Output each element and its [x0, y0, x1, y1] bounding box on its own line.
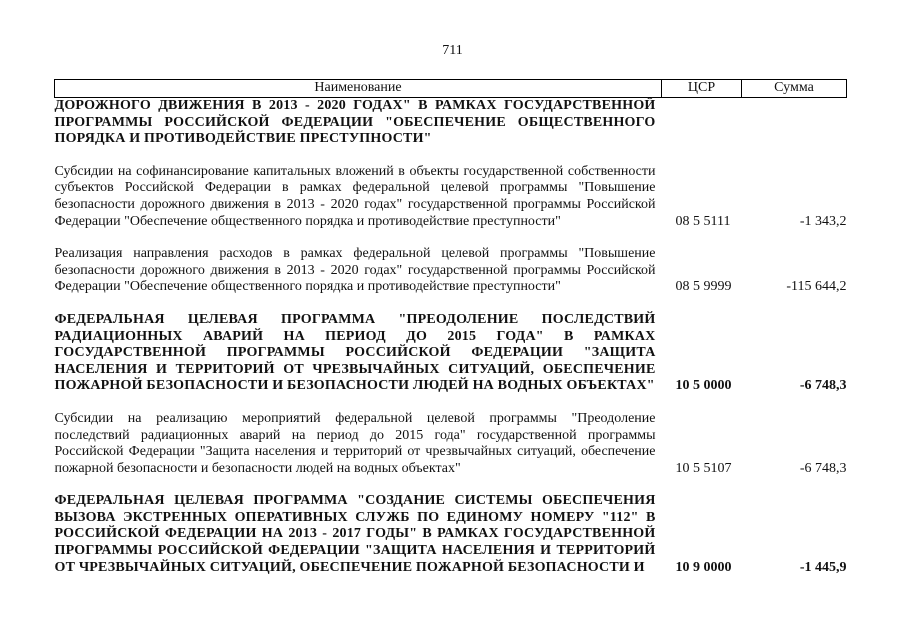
row-sum: -1 343,2	[799, 213, 847, 229]
row-csr	[662, 98, 742, 148]
row-name: ДОРОЖНОГО ДВИЖЕНИЯ В 2013 - 2020 ГОДАХ" В РАМКАХ ГОСУДАРСТВЕННОЙ ПРОГРАММЫ РОССИЙСКОЙ ФЕДЕРАЦИИ "ОБЕСПЕЧЕНИЕ ОБЩЕСТВЕННОГО ПОРЯДКА И ПРОТИВОДЕЙСТВИЕ ПРЕСТУПНОСТИ"	[54, 98, 656, 147]
row-spacer	[55, 477, 847, 493]
row-csr: 10 9 0000	[675, 559, 732, 575]
table-row	[55, 493, 847, 576]
budget-table	[54, 79, 847, 576]
row-name: Реализация направления расходов в рамках федеральной целевой программы "Повышение безопасности дорожного движения в 2013 - 2020 годах" государственной программы Российской Федерации "Обеспечение общественного порядка и противодействие преступности"	[54, 246, 656, 295]
header-sum: Сумма	[742, 80, 847, 98]
row-csr: 10 5 0000	[675, 378, 732, 394]
header-row	[55, 80, 847, 98]
table-row	[55, 246, 847, 296]
row-name: Субсидии на софинансирование капитальных вложений в объекты государственной собственности субъектов Российской Федерации в рамках федеральной целевой программы "Повышение безопасности дорожного движения в 2013 - 2020 годах" государственной программы Российской Федерации "Обеспечение общественного порядка и противодействие преступности"	[54, 163, 656, 229]
page-number: 711	[442, 43, 463, 58]
row-spacer	[55, 148, 847, 164]
table-body	[55, 98, 847, 577]
table-header	[55, 80, 847, 98]
row-spacer	[55, 230, 847, 246]
row-sum: -1 445,9	[799, 559, 847, 575]
row-name: Субсидии на реализацию мероприятий федеральной целевой программы "Преодоление последствий радиационных аварий на период до 2015 года" государственной программы Российской Федерации "Защита населения и территорий от чрезвычайных ситуаций, обеспечение пожарной безопасности и безопасности людей на водных объектах"	[54, 410, 656, 476]
table-row	[55, 164, 847, 230]
row-name: ФЕДЕРАЛЬНАЯ ЦЕЛЕВАЯ ПРОГРАММА "ПРЕОДОЛЕНИЕ ПОСЛЕДСТВИЙ РАДИАЦИОННЫХ АВАРИЙ НА ПЕРИОД ДО 2015 ГОДА" В РАМКАХ ГОСУДАРСТВЕННОЙ ПРОГРАММЫ РОССИЙСКОЙ ФЕДЕРАЦИИ "ЗАЩИТА НАСЕЛЕНИЯ И ТЕРРИТОРИЙ ОТ ЧРЕЗВЫЧАЙНЫХ СИТУАЦИЙ, ОБЕСПЕЧЕНИЕ ПОЖАРНОЙ БЕЗОПАСНОСТИ И БЕЗОПАСНОСТИ ЛЮДЕЙ НА ВОДНЫХ ОБЪЕКТАХ"	[54, 311, 656, 394]
row-spacer	[55, 296, 847, 312]
table-row	[55, 98, 847, 148]
row-sum: -6 748,3	[799, 378, 847, 394]
row-name: ФЕДЕРАЛЬНАЯ ЦЕЛЕВАЯ ПРОГРАММА "СОЗДАНИЕ СИСТЕМЫ ОБЕСПЕЧЕНИЯ ВЫЗОВА ЭКСТРЕННЫХ ОПЕРАТИВНЫХ СЛУЖБ ПО ЕДИНОМУ НОМЕРУ "112" В РОССИЙСКОЙ ФЕДЕРАЦИИ НА 2013 - 2017 ГОДЫ" В РАМКАХ ГОСУДАРСТВЕННОЙ ПРОГРАММЫ РОССИЙСКОЙ ФЕДЕРАЦИИ "ЗАЩИТА НАСЕЛЕНИЯ И ТЕРРИТОРИЙ ОТ ЧРЕЗВЫЧАЙНЫХ СИТУАЦИЙ, ОБЕСПЕЧЕНИЕ ПОЖАРНОЙ БЕЗОПАСНОСТИ И	[54, 493, 656, 575]
row-sum: -6 748,3	[799, 460, 847, 476]
row-csr: 08 5 9999	[675, 279, 732, 295]
row-csr: 10 5 5107	[675, 460, 732, 476]
header-name: Наименование	[55, 80, 662, 98]
row-sum	[742, 98, 847, 148]
row-sum: -115 644,2	[786, 279, 847, 295]
row-csr: 08 5 5111	[675, 213, 731, 229]
table-row	[55, 411, 847, 477]
row-spacer	[55, 395, 847, 411]
table-row	[55, 312, 847, 395]
header-csr: ЦСР	[662, 80, 742, 98]
